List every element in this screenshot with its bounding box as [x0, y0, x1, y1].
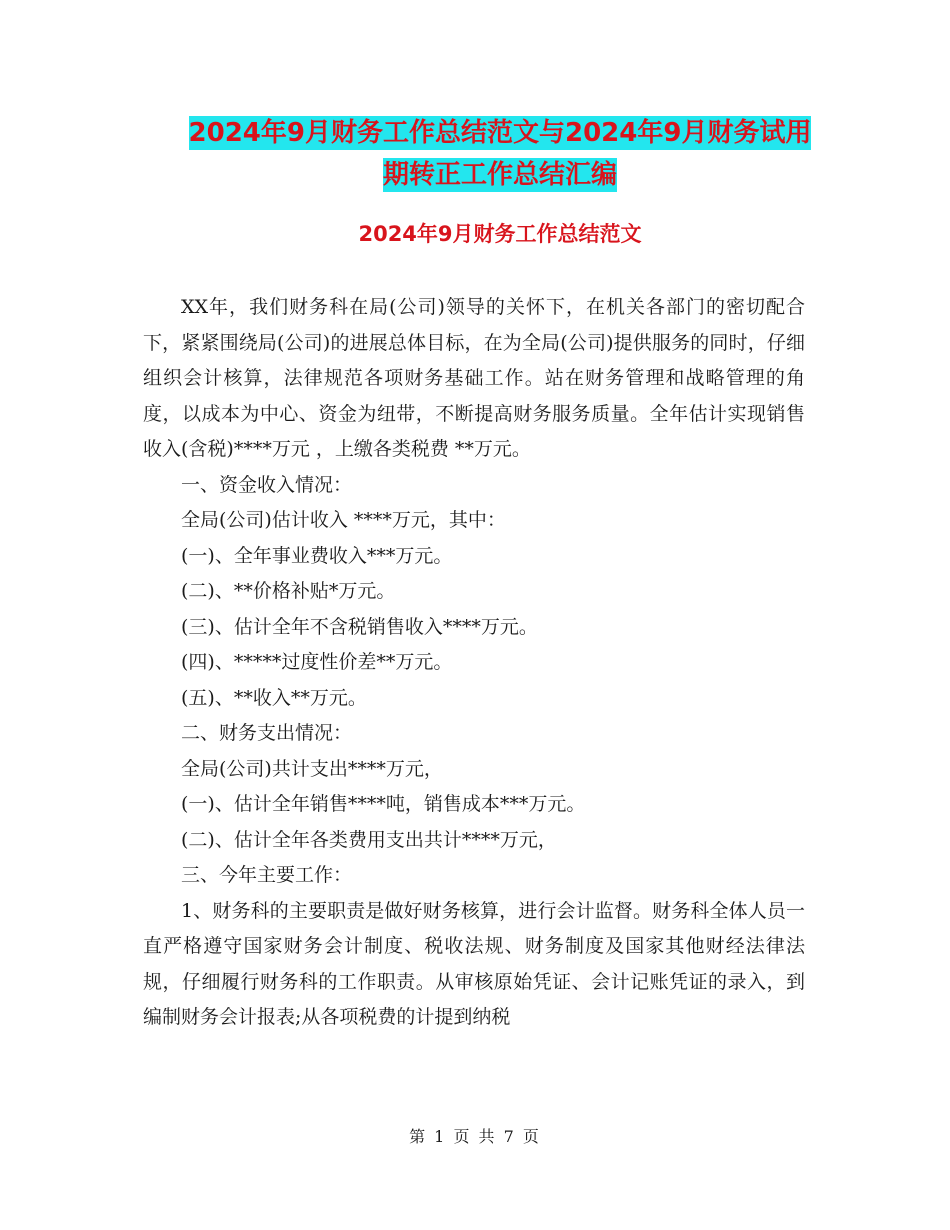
list-item: (二)、估计全年各类费用支出共计****万元，: [181, 828, 557, 851]
section-title: 2024年9月财务工作总结范文: [358, 222, 642, 246]
list-item: (三)、估计全年不含税销售收入****万元。: [181, 615, 538, 638]
heading-income: 一、资金收入情况：: [181, 473, 353, 496]
paragraph-intro: XX年，我们财务科在局(公司)领导的关怀下，在机关各部门的密切配合下，紧紧围绕局(公司)的进展总体目标，在为全局(公司)提供服务的同时，仔细组织会计核算，法律规范各项财务基础工作。站在财务管理和战略管理的角度，以成本为中心、资金为纽带，不断提高财务服务质量。全年估计实现销售收入(含税)****万元 ，上缴各类税费 **万元。: [143, 296, 805, 460]
document-body: [143, 290, 805, 1036]
heading-expenses: 二、财务支出情况：: [181, 722, 353, 744]
paragraph-income-total: 全局(公司)估计收入 ****万元，其中：: [181, 509, 506, 531]
paragraph-duties: 1、财务科的主要职责是做好财务核算，进行会计监督。财务科全体人员一直严格遵守国家财务会计制度、税收法规、财务制度及国家其他财经法律法规，仔细履行财务科的工作职责。从审核原始凭证、会计记账凭证的录入，到编制财务会计报表;从各项税费的计提到纳税: [143, 899, 805, 1028]
page-footer: 第 1 页 共 7 页: [409, 1127, 541, 1146]
list-item: (一)、估计全年销售****吨，销售成本***万元。: [181, 793, 586, 815]
heading-main-work: 三、今年主要工作：: [181, 864, 353, 886]
list-item: (五)、**收入**万元。: [181, 686, 367, 709]
document-title-line-1: 2024年9月财务工作总结范文与2024年9月财务试用: [188, 118, 812, 148]
document-title: [140, 112, 860, 196]
paragraph-expense-total: 全局(公司)共计支出****万元，: [181, 757, 443, 780]
document-title-line-2: 期转正工作总结汇编: [382, 160, 617, 190]
list-item: (二)、**价格补贴*万元。: [181, 580, 396, 602]
list-item: (四)、*****过度性价差**万元。: [181, 651, 453, 673]
list-item: (一)、全年事业费收入***万元。: [181, 544, 453, 567]
